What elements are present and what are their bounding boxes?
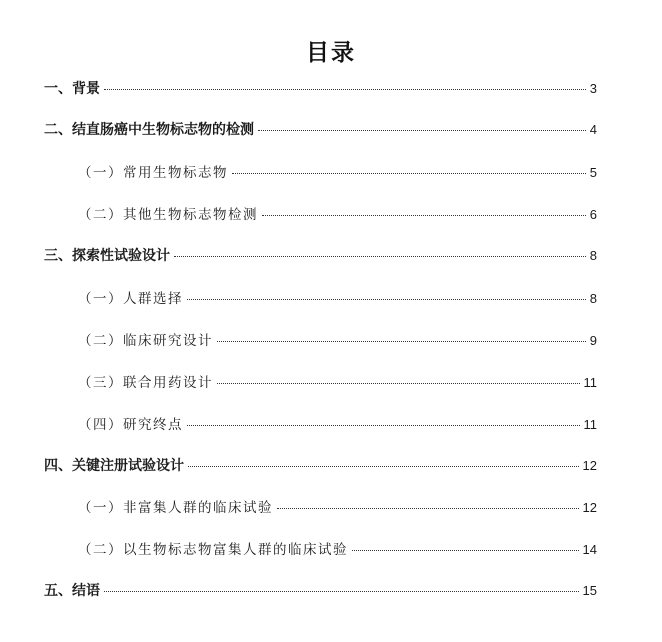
toc-entry-combination-design[interactable] [78, 371, 597, 393]
toc-dot-leader [187, 425, 580, 426]
toc-entry-label: 五、结语 [44, 583, 100, 599]
toc-entry-label: 一、背景 [44, 81, 100, 97]
toc-entry-conclusion[interactable] [44, 580, 597, 602]
toc-title: 目录 [306, 40, 356, 66]
toc-entry-label: 三、探索性试验设计 [44, 248, 170, 264]
toc-entry-enriched-trials[interactable] [78, 538, 597, 560]
toc-entry-clinical-study-design[interactable] [78, 329, 597, 351]
toc-entry-population-selection[interactable] [78, 287, 597, 309]
toc-dot-leader [217, 341, 586, 342]
toc-dot-leader [104, 89, 586, 90]
toc-dot-leader [262, 215, 586, 216]
toc-page-number: 8 [589, 291, 597, 306]
toc-entry-other-biomarkers[interactable] [78, 203, 597, 225]
toc-entry-non-enriched-trials[interactable] [78, 496, 597, 518]
toc-entry-label: （四）研究终点 [78, 417, 183, 433]
toc-entry-label: （一）人群选择 [78, 291, 183, 307]
toc-entry-label: （二）以生物标志物富集人群的临床试验 [78, 542, 348, 558]
toc-dot-leader [352, 550, 579, 551]
toc-entry-background[interactable] [44, 78, 597, 100]
toc-page-number: 3 [589, 81, 597, 96]
toc-page-number: 4 [589, 122, 597, 137]
toc-dot-leader [232, 173, 586, 174]
toc-page-number: 12 [582, 500, 597, 515]
toc-page-number: 8 [589, 248, 597, 263]
toc-entry-exploratory-design[interactable] [44, 245, 597, 267]
toc-page-number: 15 [582, 583, 597, 598]
toc-entry-biomarker-detection[interactable] [44, 119, 597, 141]
toc-page-number: 9 [589, 333, 597, 348]
toc-page-number: 11 [583, 375, 597, 390]
toc-entry-common-biomarkers[interactable] [78, 161, 597, 183]
toc-entry-label: 二、结直肠癌中生物标志物的检测 [44, 122, 254, 138]
toc-page-number: 6 [589, 207, 597, 222]
toc-dot-leader [277, 508, 579, 509]
toc-page-number: 5 [589, 165, 597, 180]
toc-entry-pivotal-design[interactable] [44, 455, 597, 477]
toc-entry-label: （一）常用生物标志物 [78, 165, 228, 181]
toc-dot-leader [174, 256, 586, 257]
toc-dot-leader [258, 130, 586, 131]
toc-entry-study-endpoints[interactable] [78, 413, 597, 435]
toc-entry-label: （二）其他生物标志物检测 [78, 207, 258, 223]
toc-page-number: 14 [582, 542, 597, 557]
toc-dot-leader [217, 383, 580, 384]
toc-entry-label: （一）非富集人群的临床试验 [78, 500, 273, 516]
toc-page-number: 12 [582, 458, 597, 473]
toc-dot-leader [188, 466, 579, 467]
toc-entry-label: （三）联合用药设计 [78, 375, 213, 391]
toc-dot-leader [104, 591, 579, 592]
toc-entry-label: 四、关键注册试验设计 [44, 458, 184, 474]
toc-page-number: 11 [583, 417, 597, 432]
toc-entry-label: （二）临床研究设计 [78, 333, 213, 349]
toc-dot-leader [187, 299, 586, 300]
